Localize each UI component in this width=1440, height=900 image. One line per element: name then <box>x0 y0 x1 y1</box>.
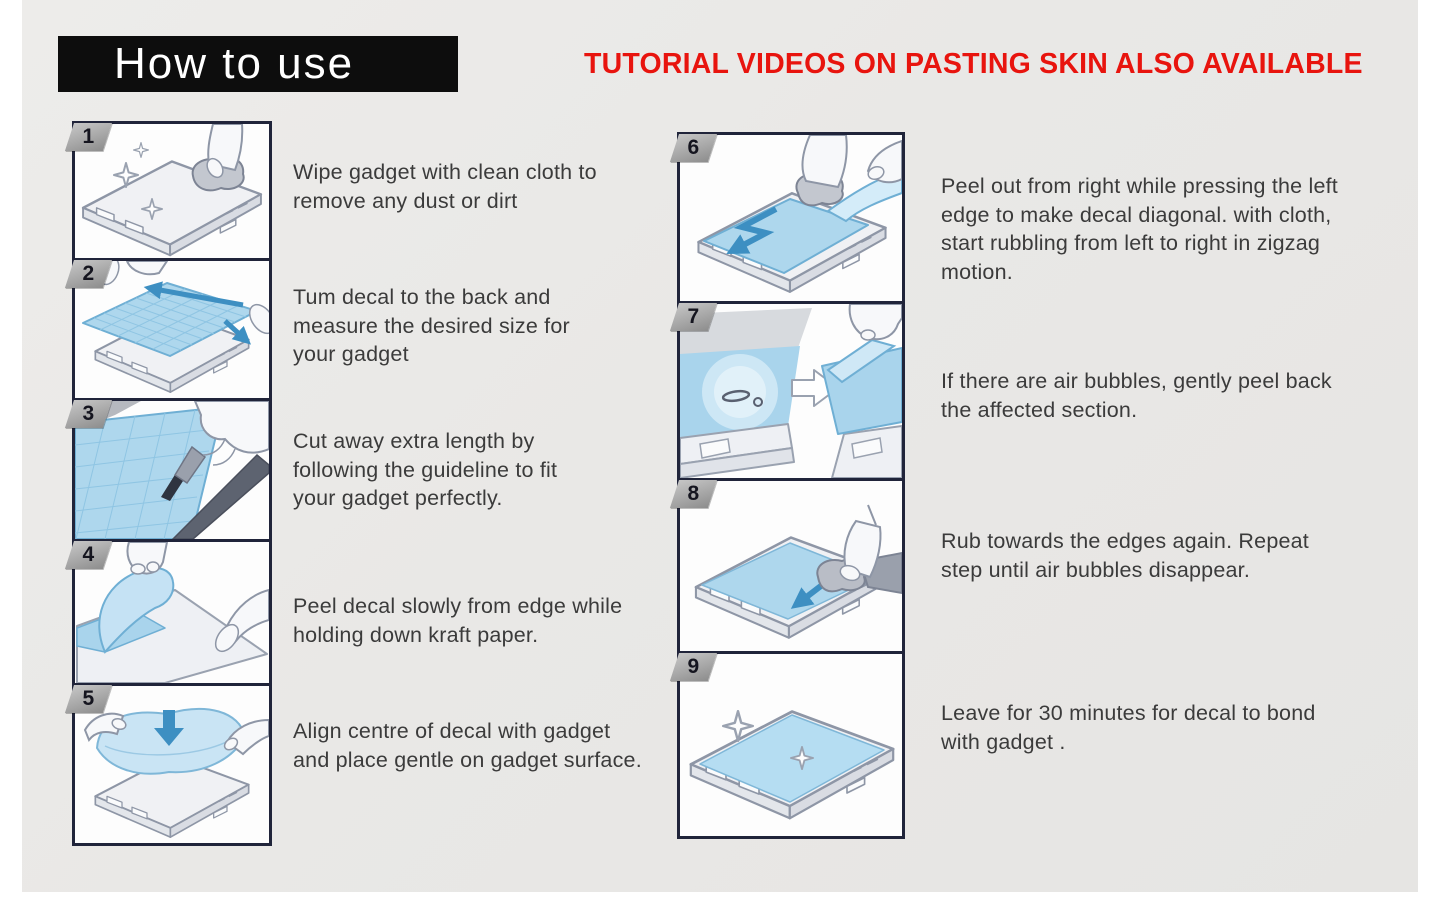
step-panel-8 <box>677 478 905 654</box>
step-panel-5 <box>72 683 272 846</box>
step-number: 5 <box>82 687 95 710</box>
step-number: 7 <box>687 305 700 328</box>
finger-line <box>868 505 876 525</box>
zigzag-rub-illustration <box>680 135 902 301</box>
step-9-caption: Leave for 30 minutes for decal to bond with gadget . <box>941 701 1316 754</box>
rub-edges-illustration <box>680 481 902 651</box>
step-panel-4 <box>72 539 272 686</box>
step-4-caption: Peel decal slowly from edge while holding down kraft paper. <box>293 594 623 647</box>
step-panel-9 <box>677 651 905 839</box>
hand-icon <box>127 261 167 274</box>
tutorial-banner: TUTORIAL VIDEOS ON PASTING SKIN ALSO AVAILABLE <box>584 48 1363 80</box>
step-panel-3 <box>72 398 272 542</box>
finished-gadget-illustration <box>680 654 902 836</box>
step-number: 6 <box>687 136 700 159</box>
step-number: 4 <box>82 543 95 566</box>
step-number: 2 <box>82 262 95 285</box>
finger-icon <box>861 330 875 340</box>
step-panel-7 <box>677 301 905 481</box>
step-number: 8 <box>687 482 700 505</box>
step-2-caption: Tum decal to the back and measure the desired size for your gadget <box>293 285 570 367</box>
align-decal-illustration <box>75 686 269 843</box>
finger-icon <box>131 564 145 574</box>
step-1-caption: Wipe gadget with clean cloth to remove any dust or dirt <box>293 160 597 213</box>
step-8-caption: Rub towards the edges again. Repeat step until air bubbles disappear. <box>941 529 1309 582</box>
air-bubble-icon <box>754 398 762 406</box>
step-panel-2 <box>72 258 272 401</box>
finger-icon <box>245 300 269 338</box>
step-6-caption: Peel out from right while pressing the left edge to make decal diagonal. with cloth, start rubbling from left to right in zigzag motion. <box>941 174 1338 284</box>
air-bubble-illustration <box>680 304 902 478</box>
hand-icon <box>803 135 847 187</box>
hand-icon <box>850 304 902 339</box>
step-number: 9 <box>687 655 700 678</box>
page-title: How to use <box>114 39 355 88</box>
step-3-caption: Cut away extra length by following the guideline to fit your gadget perfectly. <box>293 429 558 511</box>
step-number: 3 <box>82 402 95 425</box>
step-panel-1 <box>72 121 272 261</box>
finger-icon <box>147 562 159 572</box>
step-panel-6 <box>677 132 905 304</box>
sparkle-icon <box>134 143 149 158</box>
howto-title-bar <box>58 36 458 92</box>
step-7-caption: If there are air bubbles, gently peel back the affected section. <box>941 369 1332 422</box>
step-5-caption: Align centre of decal with gadget and place gentle on gadget surface. <box>293 719 642 772</box>
step-number: 1 <box>82 125 95 148</box>
